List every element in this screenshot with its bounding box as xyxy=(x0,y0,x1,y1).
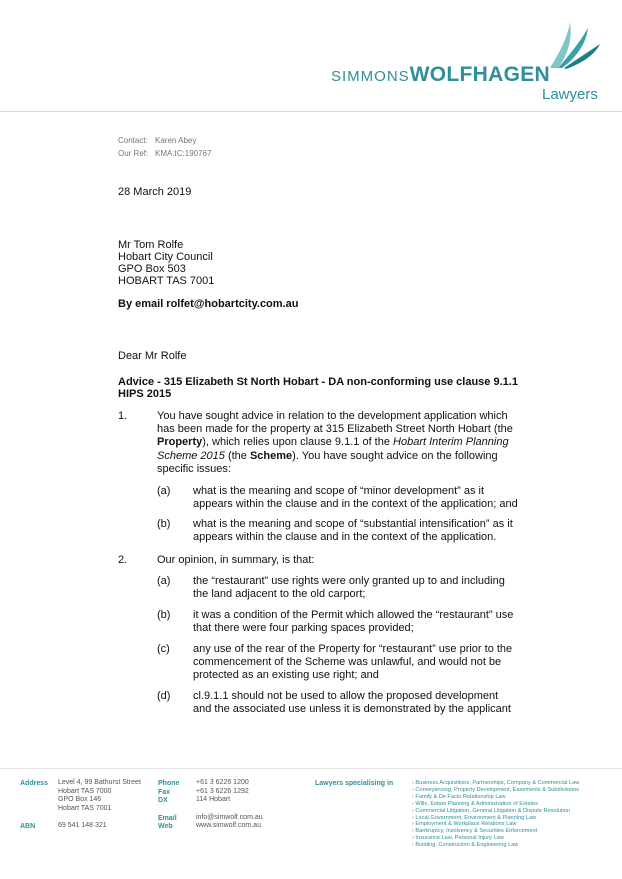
specialty-text: Wills, Estate Planning & Administration of Estates xyxy=(415,800,538,807)
para-1-line-3-text: ), which relies upon clause 9.1.1 of the xyxy=(202,436,394,449)
para-1b-line-1: what is the meaning and scope of “substantial intensification” as it xyxy=(193,518,513,530)
logo-wordmark xyxy=(331,63,550,87)
footer-web-link[interactable]: www.simwolf.com.au xyxy=(196,822,261,829)
specialty-text: Commercial Litigation, General Litigation & Dispute Resolution xyxy=(415,807,570,814)
specialty-item: › Wills, Estate Planning & Administration of Estates xyxy=(412,800,538,807)
salutation: Dear Mr Rolfe xyxy=(118,350,187,362)
recipient-name: Mr Tom Rolfe xyxy=(118,239,184,251)
footer-address-line: GPO Box 146 xyxy=(58,796,102,804)
footer-dx-label: DX xyxy=(158,797,168,804)
email-line: By email rolfet@hobartcity.com.au xyxy=(118,298,299,310)
para-2-line-1: Our opinion, in summary, is that: xyxy=(157,554,315,566)
para-2c xyxy=(193,643,553,683)
ref-value: KMA:IC:190767 xyxy=(155,149,212,158)
scheme-title-part-1: Hobart Interim Planning xyxy=(393,436,509,449)
footer-fax-label: Fax xyxy=(158,789,171,796)
footer-abn-value: 69 541 148 321 xyxy=(58,822,107,829)
recipient-org: Hobart City Council xyxy=(118,251,213,263)
specialty-item: › Insurance Law, Personal Injury Law xyxy=(412,835,504,842)
footer-phone-value: +61 3 6226 1200 xyxy=(196,779,249,786)
para-2-number: 2. xyxy=(118,554,128,566)
para-1-line-5: specific issues: xyxy=(157,462,231,475)
para-2a-line-2: the land adjacent to the old carport; xyxy=(193,588,366,601)
para-2d-number: (d) xyxy=(157,690,171,702)
footer-specialties-label: Lawyers specialising in xyxy=(315,780,394,787)
para-1-line-2: has been made for the property at 315 Elizabeth Street North Hobart (the xyxy=(157,423,513,436)
header-divider xyxy=(0,111,622,112)
defined-term-property: Property xyxy=(157,436,203,449)
specialty-text: Family & De Facto Relationship Law xyxy=(415,793,506,800)
para-2d xyxy=(193,690,553,716)
para-2d-line-1: cl.9.1.1 should not be used to allow the proposed development xyxy=(193,690,499,702)
specialty-text: Bankruptcy, Insolvency & Securities Enforcement xyxy=(415,828,538,835)
specialty-item: › Conveyancing, Property Development, Easements & Subdivisions xyxy=(412,786,579,793)
letter-date: 28 March 2019 xyxy=(118,186,192,198)
logo-name-light: simmons xyxy=(331,63,410,86)
specialty-text: Employment & Workplace Relations Law xyxy=(415,821,517,828)
logo-leaf-icon xyxy=(548,22,600,70)
footer-email-label: Email xyxy=(158,815,177,822)
logo-subtitle: Lawyers xyxy=(542,86,598,103)
para-2b-number: (b) xyxy=(157,609,171,621)
specialty-text: Local Government, Environment & Planning Law xyxy=(415,814,537,821)
specialty-text: Business Acquisitions, Partnerships, Company & Commercial Law xyxy=(415,780,580,786)
para-2b xyxy=(193,609,553,635)
footer-abn-label: ABN xyxy=(20,823,36,830)
para-1-line-4 xyxy=(157,450,547,463)
para-2a xyxy=(193,575,553,601)
footer-web-label: Web xyxy=(158,823,173,830)
para-2d-line-2: and the associated use unless it is demonstrated by the applicant xyxy=(193,703,511,716)
footer-dx-value: 114 Hobart xyxy=(196,796,231,803)
footer-address-line: Hobart TAS 7000 xyxy=(58,787,112,795)
footer-address xyxy=(58,779,141,813)
para-1-line-3 xyxy=(157,436,547,449)
specialty-item: › Local Government, Environment & Planning Law xyxy=(412,814,537,821)
para-1a xyxy=(193,485,553,511)
footer-fax-value: +61 3 6226 1292 xyxy=(196,788,249,795)
para-1b-number: (b) xyxy=(157,518,171,530)
logo-name-bold: WOLFHAGEN xyxy=(409,63,551,86)
para-2c-line-1: any use of the rear of the Property for “restaurant” use prior to the xyxy=(193,643,513,655)
para-1b-line-2: appears within the clause and in the context of the application. xyxy=(193,531,497,544)
para-1-line-4-text-b: ). You have sought advice on the following xyxy=(292,449,498,462)
specialty-item: › Bankruptcy, Insolvency & Securities Enforcement xyxy=(412,828,538,835)
recipient-city: HOBART TAS 7001 xyxy=(118,275,215,287)
footer-email-link[interactable]: info@simwolf.com.au xyxy=(196,814,263,821)
para-1 xyxy=(157,410,547,476)
specialty-item: › Commercial Litigation, General Litigation & Dispute Resolution xyxy=(412,807,570,814)
para-2c-line-2: commencement of the Scheme was unlawful, and would not be xyxy=(193,656,502,669)
specialty-text: Conveyancing, Property Development, Easements & Subdivisions xyxy=(415,786,579,793)
contact-label: Contact: xyxy=(118,136,148,145)
defined-term-scheme: Scheme xyxy=(249,449,293,462)
specialty-text: Insurance Law, Personal Injury Law xyxy=(415,835,504,842)
contact-value: Karen Abey xyxy=(155,136,197,145)
para-2c-number: (c) xyxy=(157,643,170,655)
para-1-line-4-text-a: (the xyxy=(224,449,250,462)
para-2b-line-2: that there were four parking spaces provided; xyxy=(193,622,414,635)
specialty-text: Building, Construction & Engineering Law xyxy=(415,842,519,849)
para-2a-line-1: the “restaurant” use rights were only granted up to and including xyxy=(193,575,505,587)
para-1-number: 1. xyxy=(118,410,128,422)
recipient-box: GPO Box 503 xyxy=(118,263,186,275)
footer-address-line: Hobart TAS 7001 xyxy=(58,804,112,812)
footer-address-line: Level 4, 99 Bathurst Street xyxy=(58,779,141,786)
para-1b xyxy=(193,518,553,544)
para-1a-line-1: what is the meaning and scope of “minor development” as it xyxy=(193,485,485,497)
para-2b-line-1: it was a condition of the Permit which allowed the “restaurant” use xyxy=(193,609,514,621)
subject-line-1: Advice - 315 Elizabeth St North Hobart - DA non-conforming use clause 9.1.1 xyxy=(118,376,518,388)
scheme-title-part-2: Scheme 2015 xyxy=(157,449,225,462)
specialty-item: › Business Acquisitions, Partnerships, Company & Commercial Law xyxy=(412,780,580,786)
para-1a-number: (a) xyxy=(157,485,171,497)
footer-address-label: Address xyxy=(20,780,49,787)
ref-label: Our Ref: xyxy=(118,149,149,158)
footer-phone-label: Phone xyxy=(158,780,180,787)
specialty-item: › Employment & Workplace Relations Law xyxy=(412,821,517,828)
footer-divider xyxy=(0,768,622,769)
para-2c-line-3: protected as an existing use right; and xyxy=(193,669,379,682)
para-1-line-1: You have sought advice in relation to the development application which xyxy=(157,410,508,422)
specialty-item: › Family & De Facto Relationship Law xyxy=(412,793,506,800)
specialty-item: › Building, Construction & Engineering Law xyxy=(412,842,519,849)
para-1a-line-2: appears within the clause and in the context of the application; and xyxy=(193,498,518,511)
footer-specialties-list xyxy=(412,780,579,849)
subject-line-2: HIPS 2015 xyxy=(118,388,172,400)
para-2a-number: (a) xyxy=(157,575,171,587)
